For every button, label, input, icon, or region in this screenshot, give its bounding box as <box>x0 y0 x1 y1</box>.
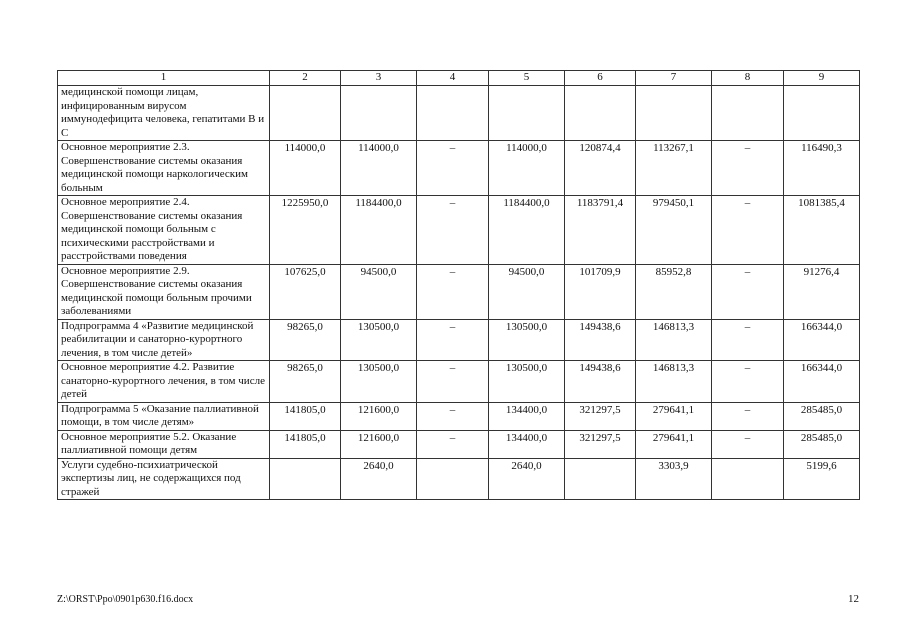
value-cell-col-3: 130500,0 <box>341 319 417 361</box>
value-cell-col-7 <box>636 86 712 141</box>
value-cell-col-7: 146813,3 <box>636 319 712 361</box>
table-row <box>58 458 860 500</box>
value-cell-col-4: – <box>417 430 489 458</box>
row-name-cell: Основное мероприятие 5.2. Оказание паллиативной помощи детям <box>58 430 270 458</box>
value-cell-col-3: 121600,0 <box>341 430 417 458</box>
column-header-1: 1 <box>58 71 270 86</box>
row-name-cell: Подпрограмма 5 «Оказание паллиативной помощи, в том числе детям» <box>58 402 270 430</box>
value-cell-col-8: – <box>712 141 784 196</box>
value-cell-col-3: 1184400,0 <box>341 196 417 265</box>
row-name-cell: Услуги судебно-психиатрической экспертизы лиц, не содержащихся под стражей <box>58 458 270 500</box>
table-row <box>58 264 860 319</box>
value-cell-col-3: 130500,0 <box>341 361 417 403</box>
value-cell-col-2 <box>270 86 341 141</box>
table-row <box>58 196 860 265</box>
column-header-9: 9 <box>784 71 860 86</box>
value-cell-col-6: 149438,6 <box>565 361 636 403</box>
column-header-2: 2 <box>270 71 341 86</box>
value-cell-col-9: 285485,0 <box>784 430 860 458</box>
value-cell-col-8: – <box>712 402 784 430</box>
value-cell-col-6: 1183791,4 <box>565 196 636 265</box>
value-cell-col-9: 166344,0 <box>784 319 860 361</box>
value-cell-col-8: – <box>712 264 784 319</box>
value-cell-col-2: 141805,0 <box>270 430 341 458</box>
value-cell-col-8: – <box>712 361 784 403</box>
column-header-3: 3 <box>341 71 417 86</box>
row-name-cell: Основное мероприятие 2.9. Совершенствование системы оказания медицинской помощи больным прочими заболеваниями <box>58 264 270 319</box>
value-cell-col-9: 285485,0 <box>784 402 860 430</box>
value-cell-col-8: – <box>712 319 784 361</box>
table-body <box>58 86 860 500</box>
row-name-cell: Основное мероприятие 4.2. Развитие санаторно-курортного лечения, в том числе детей <box>58 361 270 403</box>
value-cell-col-2: 98265,0 <box>270 361 341 403</box>
value-cell-col-4: – <box>417 319 489 361</box>
value-cell-col-3: 2640,0 <box>341 458 417 500</box>
row-name-cell: Подпрограмма 4 «Развитие медицинской реабилитации и санаторно-курортного лечения, в том числе детей» <box>58 319 270 361</box>
value-cell-col-8 <box>712 86 784 141</box>
value-cell-col-2: 107625,0 <box>270 264 341 319</box>
row-name-cell: медицинской помощи лицам, инфицированным вирусом иммунодефицита человека, гепатитами В и С <box>58 86 270 141</box>
value-cell-col-6: 120874,4 <box>565 141 636 196</box>
value-cell-col-7: 3303,9 <box>636 458 712 500</box>
value-cell-col-6 <box>565 86 636 141</box>
value-cell-col-4 <box>417 86 489 141</box>
column-header-7: 7 <box>636 71 712 86</box>
value-cell-col-7: 146813,3 <box>636 361 712 403</box>
row-name-cell: Основное мероприятие 2.4. Совершенствование системы оказания медицинской помощи больным с психическими расстройствами и расстройствами поведения <box>58 196 270 265</box>
table-row <box>58 402 860 430</box>
value-cell-col-5: 134400,0 <box>489 430 565 458</box>
value-cell-col-9: 1081385,4 <box>784 196 860 265</box>
value-cell-col-5 <box>489 86 565 141</box>
value-cell-col-2: 98265,0 <box>270 319 341 361</box>
value-cell-col-9: 166344,0 <box>784 361 860 403</box>
value-cell-col-2 <box>270 458 341 500</box>
footer-file-path: Z:\ORST\Ppo\0901p630.f16.docx <box>57 594 194 605</box>
column-header-5: 5 <box>489 71 565 86</box>
value-cell-col-4 <box>417 458 489 500</box>
column-header-6: 6 <box>565 71 636 86</box>
value-cell-col-5: 130500,0 <box>489 361 565 403</box>
table-row <box>58 86 860 141</box>
value-cell-col-8 <box>712 458 784 500</box>
value-cell-col-3: 121600,0 <box>341 402 417 430</box>
value-cell-col-2: 141805,0 <box>270 402 341 430</box>
page-number: 12 <box>848 593 859 605</box>
value-cell-col-3: 114000,0 <box>341 141 417 196</box>
value-cell-col-8: – <box>712 430 784 458</box>
value-cell-col-3: 94500,0 <box>341 264 417 319</box>
value-cell-col-5: 94500,0 <box>489 264 565 319</box>
value-cell-col-9 <box>784 86 860 141</box>
value-cell-col-2: 1225950,0 <box>270 196 341 265</box>
value-cell-col-5: 114000,0 <box>489 141 565 196</box>
value-cell-col-6: 321297,5 <box>565 430 636 458</box>
value-cell-col-9: 116490,3 <box>784 141 860 196</box>
value-cell-col-4: – <box>417 196 489 265</box>
value-cell-col-8: – <box>712 196 784 265</box>
value-cell-col-3 <box>341 86 417 141</box>
value-cell-col-9: 5199,6 <box>784 458 860 500</box>
value-cell-col-4: – <box>417 402 489 430</box>
value-cell-col-6: 149438,6 <box>565 319 636 361</box>
row-name-cell: Основное мероприятие 2.3. Совершенствование системы оказания медицинской помощи наркологическим больным <box>58 141 270 196</box>
value-cell-col-7: 113267,1 <box>636 141 712 196</box>
value-cell-col-4: – <box>417 361 489 403</box>
value-cell-col-6: 321297,5 <box>565 402 636 430</box>
value-cell-col-7: 279641,1 <box>636 402 712 430</box>
value-cell-col-7: 85952,8 <box>636 264 712 319</box>
table-row <box>58 430 860 458</box>
value-cell-col-9: 91276,4 <box>784 264 860 319</box>
value-cell-col-5: 130500,0 <box>489 319 565 361</box>
value-cell-col-2: 114000,0 <box>270 141 341 196</box>
value-cell-col-4: – <box>417 141 489 196</box>
value-cell-col-5: 134400,0 <box>489 402 565 430</box>
column-header-4: 4 <box>417 71 489 86</box>
column-header-8: 8 <box>712 71 784 86</box>
budget-table <box>57 70 860 500</box>
table-row <box>58 141 860 196</box>
value-cell-col-7: 279641,1 <box>636 430 712 458</box>
table-row <box>58 319 860 361</box>
value-cell-col-7: 979450,1 <box>636 196 712 265</box>
value-cell-col-5: 2640,0 <box>489 458 565 500</box>
value-cell-col-6: 101709,9 <box>565 264 636 319</box>
value-cell-col-6 <box>565 458 636 500</box>
value-cell-col-5: 1184400,0 <box>489 196 565 265</box>
table-header-row <box>58 71 860 86</box>
value-cell-col-4: – <box>417 264 489 319</box>
table-row <box>58 361 860 403</box>
